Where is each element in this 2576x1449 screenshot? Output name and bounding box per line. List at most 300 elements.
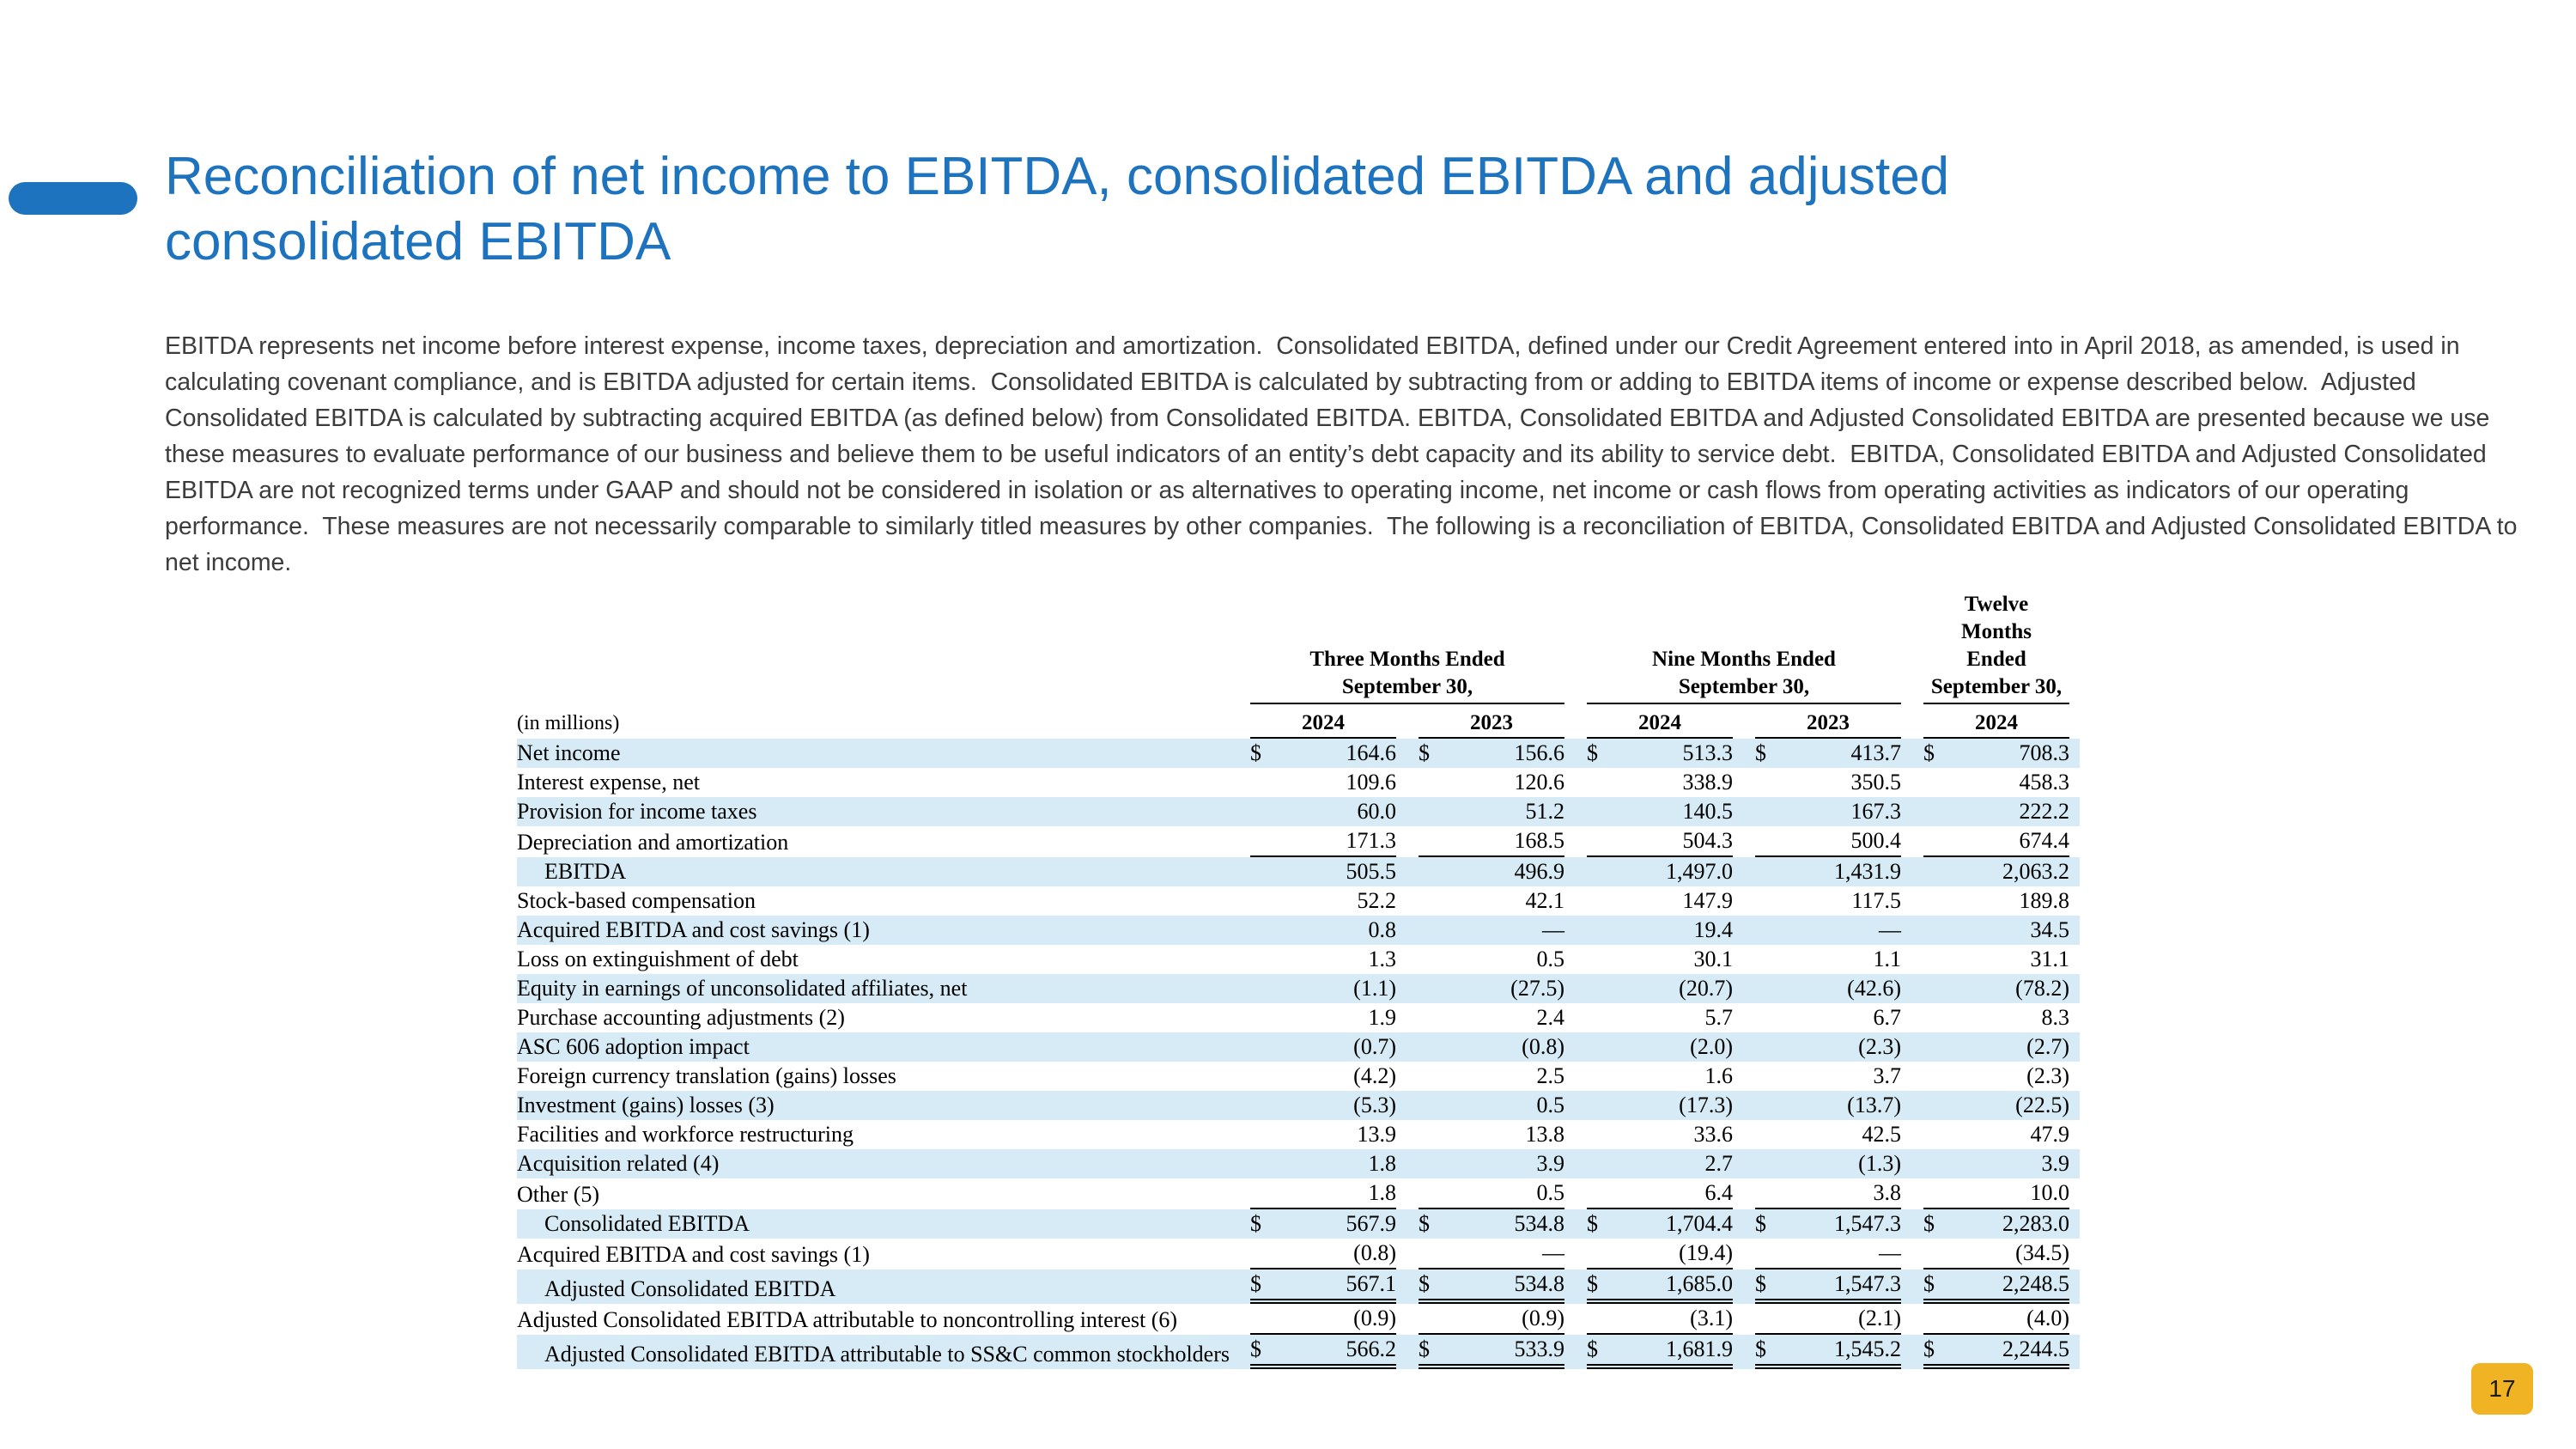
value-cell [1238,1269,1406,1304]
cell-value: 164.6 [1346,740,1396,765]
value-cell [1406,1149,1575,1178]
value-cell [1406,1304,1575,1335]
col-group-line: Months [1961,620,2032,643]
value-cell [1911,1003,2080,1032]
cell-value: (0.8) [1522,1034,1564,1059]
cell-value: (13.7) [1847,1093,1901,1117]
cell-value: 496.9 [1514,859,1564,884]
cell-value: 109.6 [1346,770,1396,795]
cell-value: 1,431.9 [1834,859,1901,884]
row-label: Foreign currency translation (gains) losses [517,1063,896,1088]
currency-symbol: $ [1587,1211,1598,1236]
value-cell [1238,1209,1406,1239]
value-cell [1911,768,2080,797]
cell-value: 3.7 [1873,1063,1901,1088]
col-group-label [1923,591,2069,704]
table-row [517,1003,2080,1032]
value-cell [1238,1335,1406,1369]
value-cell [1743,1209,1911,1239]
row-label: Acquired EBITDA and cost savings (1) [517,917,870,942]
value-cell [1911,857,2080,886]
value-cell [1238,1032,1406,1062]
currency-symbol: $ [1419,1211,1430,1236]
cell-value: (1.3) [1858,1151,1901,1176]
cell-value: (34.5) [2015,1240,2069,1265]
cell-value: 708.3 [2019,740,2069,765]
cell-value: 2,244.5 [2002,1336,2069,1361]
value-cell [1406,1062,1575,1091]
value-cell [1743,1149,1911,1178]
value-cell [1238,974,1406,1003]
title-accent-bar [9,182,137,215]
value-cell [1406,1091,1575,1120]
cell-value: 51.2 [1525,799,1564,824]
row-label: Investment (gains) losses (3) [517,1093,775,1117]
value-cell [1238,857,1406,886]
value-cell [1406,768,1575,797]
currency-symbol: $ [1755,740,1766,765]
row-label: Purchase accounting adjustments (2) [517,1005,845,1030]
currency-symbol: $ [1250,1271,1261,1296]
value-cell [1406,945,1575,974]
value-cell [1743,1062,1911,1091]
value-cell [1911,1149,2080,1178]
col-group-line: Ended [1966,648,2026,671]
col-group-nine-months [1575,591,1911,704]
cell-value: (4.0) [2026,1306,2069,1330]
value-cell [1911,945,2080,974]
table-row [517,1178,2080,1209]
value-cell [1911,1335,2080,1369]
cell-value: (1.1) [1353,976,1396,1001]
value-cell [1743,1239,1911,1269]
cell-value: 0.5 [1536,1180,1564,1205]
cell-value: 1,545.2 [1834,1336,1901,1361]
col-group-line: September 30, [1678,675,1810,698]
cell-value: (2.3) [2026,1063,2069,1088]
cell-value: 168.5 [1514,828,1564,853]
value-cell [1238,1091,1406,1120]
column-group-row [517,591,2080,704]
cell-value: 513.3 [1682,740,1733,765]
cell-value: — [1542,1240,1564,1265]
cell-value: (20.7) [1679,976,1733,1001]
value-cell [1406,1269,1575,1304]
value-cell [1575,945,1743,974]
value-cell [1575,1003,1743,1032]
cell-value: 140.5 [1682,799,1733,824]
table-row [517,1209,2080,1239]
col-group-three-months [1238,591,1575,704]
value-cell [1743,974,1911,1003]
cell-value: 10.0 [2030,1180,2069,1205]
value-cell [1911,1269,2080,1304]
value-cell [1406,797,1575,826]
value-cell [1911,1304,2080,1335]
cell-value: 47.9 [2030,1122,2069,1147]
value-cell [1238,886,1406,916]
value-cell [1911,886,2080,916]
value-cell [1743,886,1911,916]
table-header [517,591,2080,739]
col-group-label [1587,646,1901,704]
table-row [517,1120,2080,1149]
value-cell [1575,1120,1743,1149]
value-cell [1911,1091,2080,1120]
value-cell [1743,916,1911,945]
table-row [517,1149,2080,1178]
row-label: Acquired EBITDA and cost savings (1) [517,1242,870,1267]
value-cell [1238,1149,1406,1178]
value-cell [1575,857,1743,886]
cell-value: 2,248.5 [2002,1271,2069,1296]
value-cell [1238,1178,1406,1209]
value-cell [1238,1239,1406,1269]
cell-value: 0.5 [1536,947,1564,971]
cell-value: 413.7 [1850,740,1901,765]
row-label: Facilities and workforce restructuring [517,1122,854,1147]
cell-value: (4.2) [1353,1063,1396,1088]
value-cell [1911,974,2080,1003]
cell-value: 338.9 [1682,770,1733,795]
cell-value: 2.4 [1536,1005,1564,1030]
currency-symbol: $ [1419,1336,1430,1361]
value-cell [1743,826,1911,857]
year-label: 2024 [1587,709,1733,739]
col-group-line: September 30, [1930,675,2063,698]
cell-value: 1,497.0 [1666,859,1733,884]
value-cell [1575,1178,1743,1209]
reconciliation-table [517,591,2080,1369]
value-cell [1743,1003,1911,1032]
year-header [1911,704,2080,739]
cell-value: (0.9) [1522,1306,1564,1330]
cell-value: 34.5 [2030,917,2069,942]
cell-value: 3.8 [1873,1180,1901,1205]
value-cell [1406,916,1575,945]
cell-value: (2.0) [1690,1034,1733,1059]
slide-title [165,144,2397,275]
value-cell [1743,1304,1911,1335]
cell-value: (42.6) [1847,976,1901,1001]
value-cell [1743,1178,1911,1209]
cell-value: (2.7) [2026,1034,2069,1059]
cell-value: (17.3) [1679,1093,1733,1117]
value-cell [1406,857,1575,886]
row-label: Provision for income taxes [517,799,757,824]
col-group-line: September 30, [1341,675,1473,698]
year-header [1743,704,1911,739]
cell-value: 0.8 [1368,917,1396,942]
cell-value: 33.6 [1693,1122,1733,1147]
currency-symbol: $ [1587,740,1598,765]
cell-value: (0.8) [1353,1240,1396,1265]
value-cell [1911,1120,2080,1149]
currency-symbol: $ [1923,1271,1935,1296]
value-cell [1238,768,1406,797]
currency-symbol: $ [1923,1211,1935,1236]
value-cell [1406,739,1575,768]
year-header [1238,704,1406,739]
cell-value: 674.4 [2019,828,2069,853]
cell-value: (22.5) [2015,1093,2069,1117]
value-cell [1406,1120,1575,1149]
slide-title-line1: Reconciliation of net income to EBITDA, consolidated EBITDA and adjusted [165,147,1950,206]
cell-value: 567.9 [1346,1211,1396,1236]
currency-symbol: $ [1250,1336,1261,1361]
cell-value: 6.4 [1704,1180,1733,1205]
table-row [517,1269,2080,1304]
cell-value: (27.5) [1510,976,1564,1001]
cell-value: (78.2) [2015,976,2069,1001]
currency-symbol: $ [1923,1336,1935,1361]
row-label: Acquisition related (4) [517,1151,720,1176]
cell-value: 1,681.9 [1666,1336,1733,1361]
row-label: Adjusted Consolidated EBITDA attributable to noncontrolling interest (6) [517,1307,1178,1332]
table-row [517,1032,2080,1062]
row-label: Depreciation and amortization [517,830,789,855]
table-row [517,974,2080,1003]
value-cell [1575,916,1743,945]
table-row [517,1304,2080,1335]
year-header [1406,704,1575,739]
year-header [1575,704,1743,739]
cell-value: 2,063.2 [2002,859,2069,884]
value-cell [1575,1269,1743,1304]
corner-spacer [517,591,1238,704]
value-cell [1911,739,2080,768]
cell-value: 30.1 [1693,947,1733,971]
value-cell [1238,797,1406,826]
value-cell [1575,1209,1743,1239]
value-cell [1406,1239,1575,1269]
cell-value: 567.1 [1346,1271,1396,1296]
table-row [517,886,2080,916]
value-cell [1911,1178,2080,1209]
currency-symbol: $ [1755,1336,1766,1361]
value-cell [1238,826,1406,857]
value-cell [1911,1209,2080,1239]
cell-value: 19.4 [1693,917,1733,942]
cell-value: — [1542,917,1564,942]
value-cell [1575,1032,1743,1062]
cell-value: 505.5 [1346,859,1396,884]
cell-value: — [1879,917,1901,942]
currency-symbol: $ [1419,1271,1430,1296]
value-cell [1406,1003,1575,1032]
cell-value: 1,547.3 [1834,1211,1901,1236]
slide-title-line2: consolidated EBITDA [165,212,671,271]
row-label: Consolidated EBITDA [544,1211,750,1236]
table-body [517,739,2080,1369]
cell-value: 1.1 [1873,947,1901,971]
currency-symbol: $ [1250,740,1261,765]
year-label: 2023 [1419,709,1564,739]
row-label: ASC 606 adoption impact [517,1034,750,1059]
cell-value: 147.9 [1682,888,1733,913]
value-cell [1575,886,1743,916]
value-cell [1575,1149,1743,1178]
value-cell [1911,826,2080,857]
cell-value: 171.3 [1346,828,1396,853]
value-cell [1575,739,1743,768]
value-cell [1406,1032,1575,1062]
table-row [517,1091,2080,1120]
value-cell [1406,826,1575,857]
cell-value: 156.6 [1514,740,1564,765]
cell-value: 0.5 [1536,1093,1564,1117]
cell-value: 2.7 [1704,1151,1733,1176]
row-label: Adjusted Consolidated EBITDA [544,1276,836,1301]
cell-value: 1.3 [1368,947,1396,971]
cell-value: 31.1 [2030,947,2069,971]
currency-symbol: $ [1755,1211,1766,1236]
row-label: Stock-based compensation [517,888,756,913]
cell-value: (2.1) [1858,1306,1901,1330]
table-row [517,826,2080,857]
cell-value: 1.6 [1704,1063,1733,1088]
value-cell [1238,1120,1406,1149]
cell-value: 500.4 [1850,828,1901,853]
cell-value: 1.8 [1368,1180,1396,1205]
value-cell [1743,797,1911,826]
cell-value: 1,685.0 [1666,1271,1733,1296]
value-cell [1911,1239,2080,1269]
table-row [517,797,2080,826]
cell-value: 42.1 [1525,888,1564,913]
cell-value: 13.8 [1525,1122,1564,1147]
cell-value: 6.7 [1873,1005,1901,1030]
table-row [517,1239,2080,1269]
currency-symbol: $ [1250,1211,1261,1236]
value-cell [1575,826,1743,857]
cell-value: 1.9 [1368,1005,1396,1030]
cell-value: 5.7 [1704,1005,1733,1030]
value-cell [1911,916,2080,945]
value-cell [1238,1304,1406,1335]
cell-value: 533.9 [1514,1336,1564,1361]
ebitda-reconciliation [517,591,2080,1369]
value-cell [1743,1120,1911,1149]
cell-value: 2,283.0 [2002,1211,2069,1236]
table-row [517,768,2080,797]
value-cell [1743,1269,1911,1304]
cell-value: — [1879,1240,1901,1265]
value-cell [1575,1304,1743,1335]
value-cell [1406,886,1575,916]
year-label: 2024 [1923,709,2069,739]
value-cell [1575,974,1743,1003]
table-row [517,945,2080,974]
cell-value: 534.8 [1514,1211,1564,1236]
value-cell [1575,768,1743,797]
row-label: Loss on extinguishment of debt [517,947,799,971]
value-cell [1575,1062,1743,1091]
value-cell [1743,1032,1911,1062]
value-cell [1406,1335,1575,1369]
value-cell [1575,797,1743,826]
value-cell [1911,1062,2080,1091]
page-number-badge [2471,1363,2533,1415]
value-cell [1406,1209,1575,1239]
value-cell [1406,1178,1575,1209]
year-header-row [517,704,2080,739]
year-label: 2024 [1250,709,1396,739]
value-cell [1406,974,1575,1003]
table-row [517,1335,2080,1369]
col-group-line: Nine Months Ended [1652,648,1836,671]
cell-value: (3.1) [1690,1306,1733,1330]
currency-symbol: $ [1587,1271,1598,1296]
value-cell [1238,945,1406,974]
cell-value: 52.2 [1357,888,1396,913]
currency-symbol: $ [1419,740,1430,765]
value-cell [1575,1335,1743,1369]
cell-value: 189.8 [2019,888,2069,913]
value-cell [1743,945,1911,974]
value-cell [1743,1335,1911,1369]
units-label: (in millions) [517,712,620,734]
currency-symbol: $ [1755,1271,1766,1296]
cell-value: 534.8 [1514,1271,1564,1296]
cell-value: (19.4) [1679,1240,1733,1265]
cell-value: 42.5 [1862,1122,1901,1147]
cell-value: 167.3 [1850,799,1901,824]
cell-value: 504.3 [1682,828,1733,853]
currency-symbol: $ [1587,1336,1598,1361]
col-group-line: Three Months Ended [1309,648,1505,671]
cell-value: 1.8 [1368,1151,1396,1176]
table-row [517,857,2080,886]
value-cell [1743,739,1911,768]
value-cell [1238,916,1406,945]
cell-value: 566.2 [1346,1336,1396,1361]
cell-value: (0.9) [1353,1306,1396,1330]
value-cell [1743,768,1911,797]
cell-value: 2.5 [1536,1063,1564,1088]
value-cell [1743,1091,1911,1120]
value-cell [1575,1091,1743,1120]
cell-value: 60.0 [1357,799,1396,824]
currency-symbol: $ [1923,740,1935,765]
col-group-label [1250,646,1564,704]
cell-value: 3.9 [1536,1151,1564,1176]
cell-value: (0.7) [1353,1034,1396,1059]
row-label: Interest expense, net [517,770,700,795]
col-group-line: Twelve [1964,593,2029,616]
cell-value: 350.5 [1850,770,1901,795]
table-row [517,916,2080,945]
table-row [517,1062,2080,1091]
value-cell [1743,857,1911,886]
table-row [517,739,2080,768]
value-cell [1238,1003,1406,1032]
cell-value: 13.9 [1357,1122,1396,1147]
row-label: Other (5) [517,1182,600,1207]
cell-value: 120.6 [1514,770,1564,795]
cell-value: (5.3) [1353,1093,1396,1117]
cell-value: 3.9 [2041,1151,2069,1176]
value-cell [1575,1239,1743,1269]
row-label: Adjusted Consolidated EBITDA attributable to SS&C common stockholders [544,1342,1230,1367]
row-label: Net income [517,740,621,765]
row-label: EBITDA [544,859,627,884]
value-cell [1911,1032,2080,1062]
row-label: Equity in earnings of unconsolidated affiliates, net [517,976,968,1001]
cell-value: 458.3 [2019,770,2069,795]
value-cell [1911,797,2080,826]
value-cell [1238,1062,1406,1091]
